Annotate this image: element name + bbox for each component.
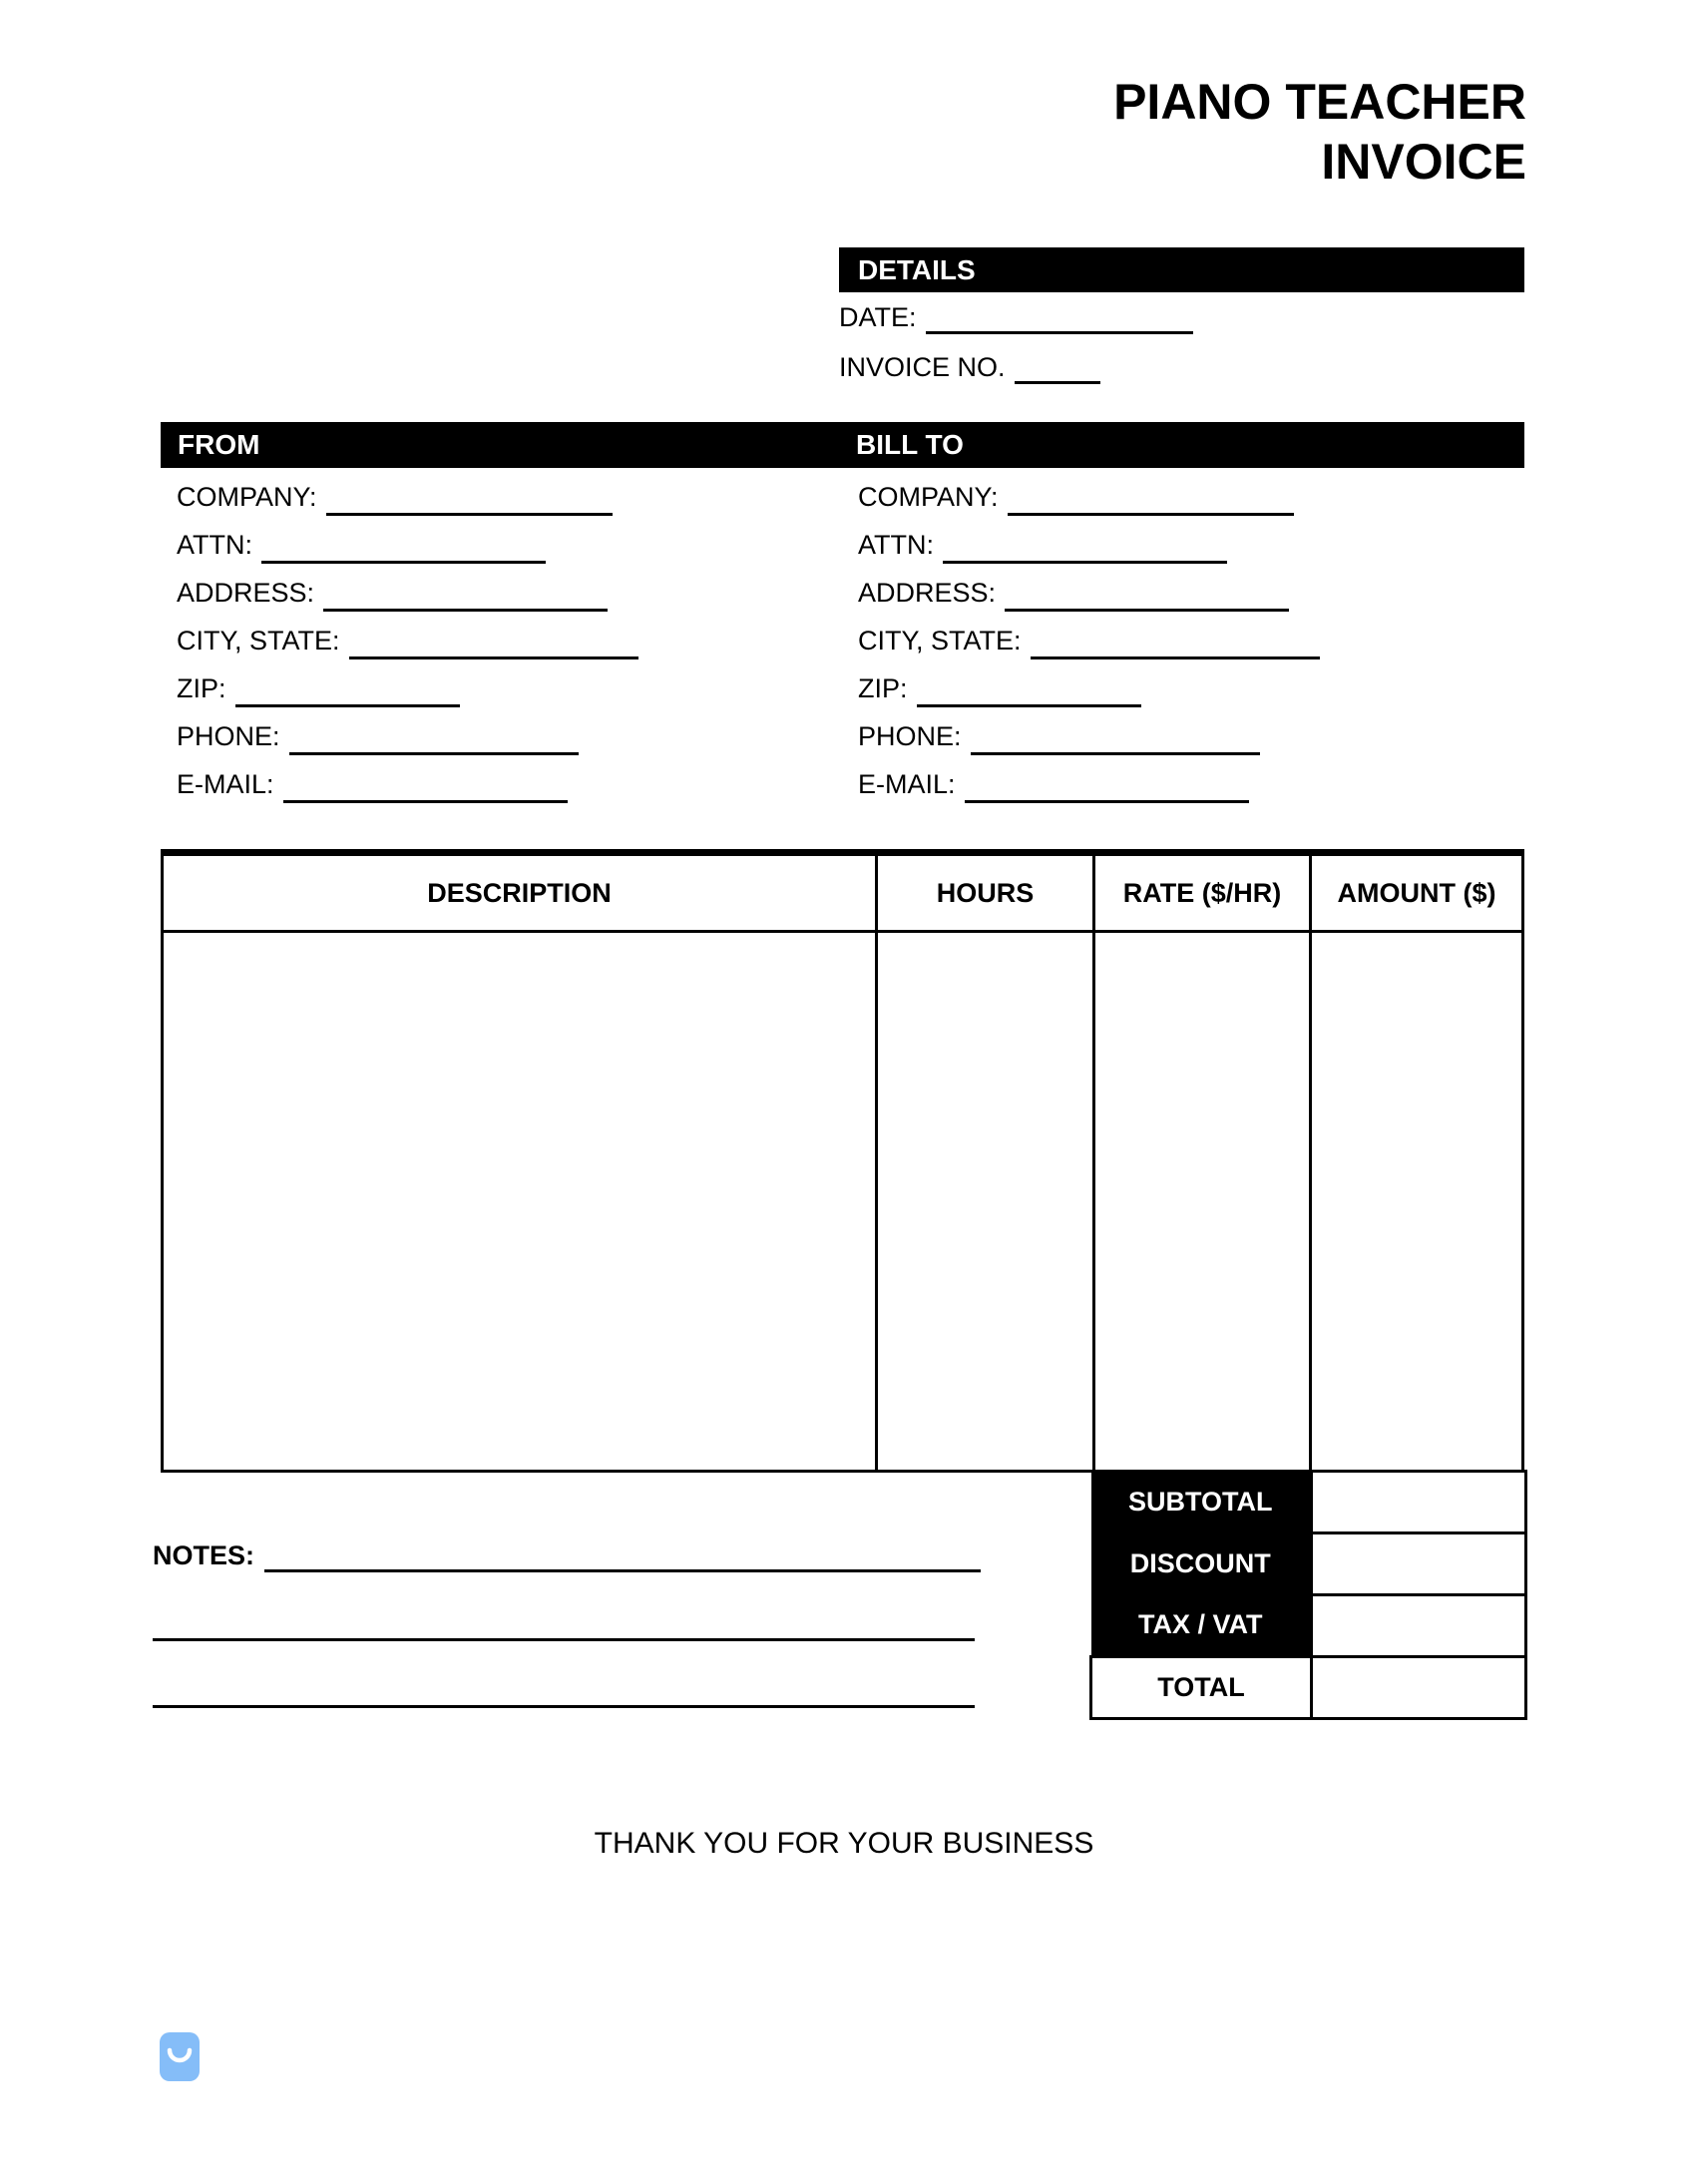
from-address-label: ADDRESS:: [177, 578, 315, 608]
bill-to-email-label: E-MAIL:: [858, 769, 956, 799]
page-title-line1: PIANO TEACHER: [1113, 74, 1526, 130]
subtotal-row: [1091, 1472, 1526, 1533]
from-city-state-input-line[interactable]: [349, 656, 638, 659]
bill-to-address-input-line[interactable]: [1005, 609, 1289, 612]
from-phone-input-line[interactable]: [289, 752, 579, 755]
notes-section: [153, 1532, 981, 1708]
subtotal-amount-cell[interactable]: [1312, 1472, 1526, 1533]
notes-input-line-1[interactable]: [264, 1569, 981, 1572]
total-label: TOTAL: [1091, 1657, 1312, 1719]
line-items-body-row: [164, 933, 1521, 1470]
total-amount-cell[interactable]: [1312, 1657, 1526, 1719]
page-title-line2: INVOICE: [1321, 134, 1526, 190]
invoice-number-label: INVOICE NO.: [839, 352, 1006, 382]
description-entry-cell[interactable]: [164, 933, 875, 1470]
bill-to-email-input-line[interactable]: [965, 800, 1249, 803]
hours-entry-cell[interactable]: [875, 933, 1092, 1470]
invoice-number-input-line[interactable]: [1015, 381, 1100, 384]
smile-icon-background: [160, 2032, 200, 2081]
notes-input-line-3[interactable]: [153, 1705, 975, 1708]
bill-to-email-field: [858, 758, 1320, 806]
bill-to-zip-field: [858, 662, 1320, 710]
bill-to-city-state-label: CITY, STATE:: [858, 626, 1022, 655]
from-zip-field: [177, 662, 638, 710]
from-company-label: COMPANY:: [177, 482, 317, 512]
from-zip-input-line[interactable]: [235, 704, 460, 707]
bill-to-zip-input-line[interactable]: [917, 704, 1141, 707]
bill-to-city-state-input-line[interactable]: [1031, 656, 1320, 659]
rate-entry-cell[interactable]: [1092, 933, 1309, 1470]
column-header-rate: RATE ($/HR): [1092, 856, 1309, 930]
column-header-description: DESCRIPTION: [427, 877, 612, 908]
from-billto-section-header: [161, 422, 1524, 468]
bill-to-company-field: [858, 471, 1320, 519]
from-attn-label: ATTN:: [177, 530, 252, 560]
bill-to-company-label: COMPANY:: [858, 482, 999, 512]
from-city-state-label: CITY, STATE:: [177, 626, 340, 655]
amount-entry-cell[interactable]: [1309, 933, 1521, 1470]
from-company-input-line[interactable]: [326, 513, 613, 516]
bill-to-company-input-line[interactable]: [1008, 513, 1294, 516]
from-address-input-line[interactable]: [323, 609, 608, 612]
tax-vat-label: TAX / VAT: [1091, 1595, 1312, 1657]
line-items-table: [161, 849, 1524, 1473]
column-header-amount: AMOUNT ($): [1309, 856, 1521, 930]
date-label: DATE:: [839, 302, 917, 332]
bill-to-zip-label: ZIP:: [858, 673, 908, 703]
bill-to-attn-label: ATTN:: [858, 530, 934, 560]
date-input-line[interactable]: [926, 331, 1193, 334]
bill-to-phone-label: PHONE:: [858, 721, 962, 751]
tax-vat-amount-cell[interactable]: [1312, 1595, 1526, 1657]
bill-to-phone-input-line[interactable]: [971, 752, 1260, 755]
notes-field: [153, 1532, 981, 1574]
tax-vat-row: [1091, 1595, 1526, 1657]
bill-to-phone-field: [858, 710, 1320, 758]
from-address-field: [177, 567, 638, 615]
bill-to-attn-input-line[interactable]: [943, 561, 1227, 564]
discount-row: [1091, 1533, 1526, 1595]
subtotal-label: SUBTOTAL: [1091, 1472, 1312, 1533]
bill-to-header-label: BILL TO: [856, 429, 964, 460]
bill-to-attn-field: [858, 519, 1320, 567]
totals-table: [1089, 1470, 1527, 1720]
notes-label: NOTES:: [153, 1540, 255, 1570]
from-zip-label: ZIP:: [177, 673, 226, 703]
date-field: [839, 295, 1193, 337]
from-fields: [177, 471, 638, 806]
from-attn-input-line[interactable]: [261, 561, 546, 564]
discount-label: DISCOUNT: [1091, 1533, 1312, 1595]
from-city-state-field: [177, 615, 638, 662]
page-title: [1113, 72, 1526, 192]
bill-to-address-field: [858, 567, 1320, 615]
invoice-number-field: [839, 345, 1100, 387]
column-header-hours: HOURS: [875, 856, 1092, 930]
thank-you-text: THANK YOU FOR YOUR BUSINESS: [594, 1827, 1094, 1860]
from-email-label: E-MAIL:: [177, 769, 274, 799]
bill-to-city-state-field: [858, 615, 1320, 662]
discount-amount-cell[interactable]: [1312, 1533, 1526, 1595]
line-items-header-row: [164, 856, 1521, 933]
total-row: [1091, 1657, 1526, 1719]
from-header-label: FROM: [178, 429, 260, 460]
details-section-header: [839, 247, 1524, 292]
from-phone-label: PHONE:: [177, 721, 280, 751]
bill-to-address-label: ADDRESS:: [858, 578, 997, 608]
from-company-field: [177, 471, 638, 519]
from-phone-field: [177, 710, 638, 758]
from-attn-field: [177, 519, 638, 567]
from-email-input-line[interactable]: [283, 800, 568, 803]
bill-to-fields: [858, 471, 1320, 806]
notes-input-line-2[interactable]: [153, 1638, 975, 1641]
details-header-label: DETAILS: [858, 253, 976, 285]
smile-icon: [160, 2032, 200, 2081]
from-email-field: [177, 758, 638, 806]
